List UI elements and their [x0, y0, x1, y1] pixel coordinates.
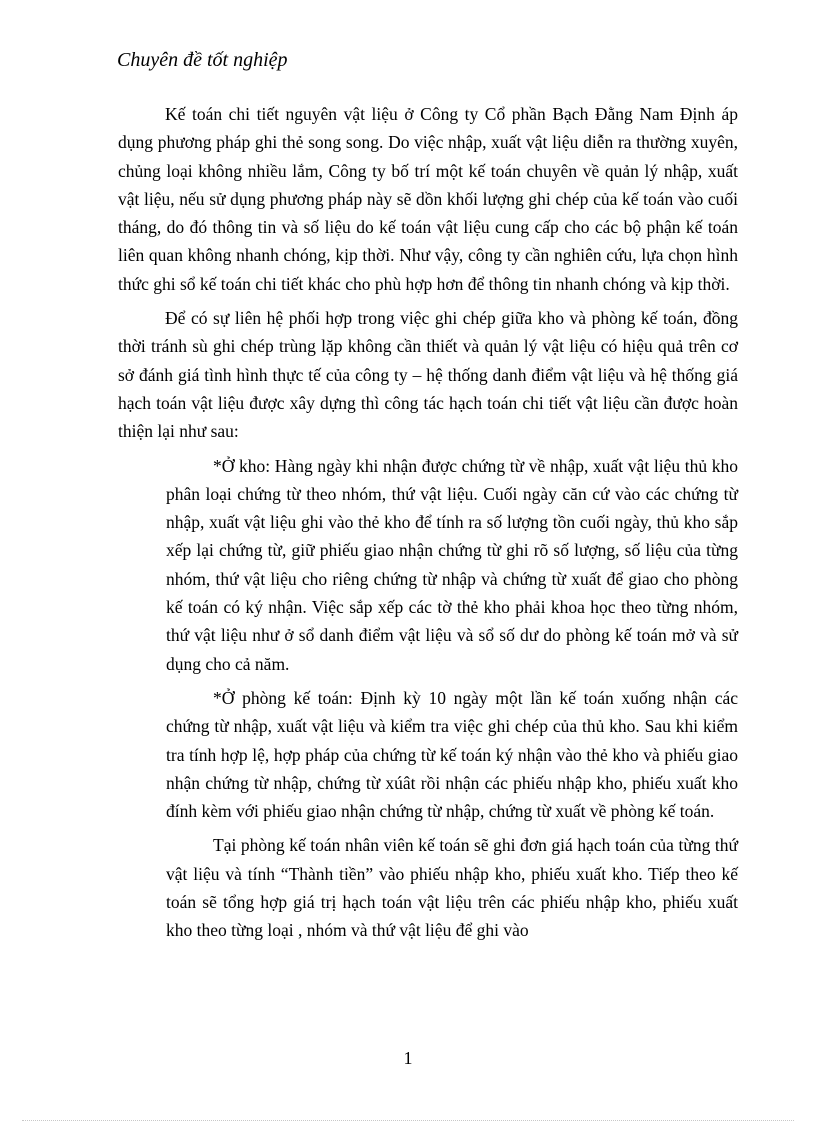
paragraph-accounting-staff: Tại phòng kế toán nhân viên kế toán sẽ ghi đơn giá hạch toán của từng thứ vật liệu và tính “Thành tiền” vào phiếu nhập kho, phiếu xuất kho. Tiếp theo kế toán sẽ tổng hợp giá trị hạch toán vật liệu trên các phiếu nhập kho, phiếu xuất kho theo từng loại , nhóm và thứ vật liệu để ghi vào [166, 835, 738, 941]
page-number: 1 [403, 1048, 413, 1068]
paragraph-2: Để có sự liên hệ phối hợp trong việc ghi chép giữa kho và phòng kế toán, đồng thời tránh sù ghi chép trùng lặp không cần thiết và quản lý vật liệu có hiệu quả trên cơ sở đánh giá tình hình thực tế của công ty – hệ thống danh điểm vật liệu và hệ thống giá hạch toán vật liệu được xây dựng thì công tác hạch toán chi tiết vật liệu cần được hoàn thiện lại như sau: [118, 308, 738, 442]
document-body [118, 100, 738, 945]
document-header-title: Chuyên đề tốt nghiệp [117, 49, 288, 71]
paragraph-1: Kế toán chi tiết nguyên vật liệu ở Công ty Cổ phần Bạch Đằng Nam Định áp dụng phương pháp ghi thẻ song song. Do việc nhập, xuất vật liệu diễn ra thường xuyên, chủng loại không nhiều lắm, Công ty bố trí một kế toán chuyên về quản lý nhập, xuất vật liệu, nếu sử dụng phương pháp này sẽ dồn khối lượng ghi chép của kế toán vào cuối tháng, do đó thông tin và số liệu do kế toán vật liệu cung cấp cho các bộ phận kế toán liên quan không nhanh chóng, kịp thời. Như vậy, công ty cần nghiên cứu, lựa chọn hình thức ghi sổ kế toán chi tiết khác cho phù hợp hơn để thông tin nhanh chóng và kịp thời. [118, 104, 738, 294]
paragraph-warehouse: *Ở kho: Hàng ngày khi nhận được chứng từ về nhập, xuất vật liệu thủ kho phân loại chứng từ theo nhóm, thứ vật liệu. Cuối ngày căn cứ vào các chứng từ nhập, xuất vật liệu ghi vào thẻ kho để tính ra số lượng tồn cuối ngày, thủ kho sắp xếp lại chứng từ, giữ phiếu giao nhận chứng từ ghi rõ số lượng, số liệu của từng nhóm, thứ vật liệu cho riêng chứng từ nhập và chứng từ xuất để giao cho phòng kế toán có ký nhận. Việc sắp xếp các tờ thẻ kho phải khoa học theo từng nhóm, thứ vật liệu như ở sổ danh điểm vật liệu và sổ số dư do phòng kế toán mở và sử dụng cho cả năm. [166, 455, 738, 674]
paragraph-accounting-room: *Ở phòng kế toán: Định kỳ 10 ngày một lần kế toán xuống nhận các chứng từ nhập, xuất vật liệu và kiểm tra việc ghi chép của thủ kho. Sau khi kiểm tra tính hợp lệ, hợp pháp của chứng từ kế toán ký nhận vào thẻ kho và phiếu giao nhận chứng từ nhập, chứng từ xúât rồi nhận các phiếu nhập kho, phiếu xuất kho đính kèm với phiếu giao nhận chứng từ nhập, chứng từ xuất về phòng kế toán. [166, 687, 738, 822]
page-bottom-divider [22, 1120, 794, 1121]
